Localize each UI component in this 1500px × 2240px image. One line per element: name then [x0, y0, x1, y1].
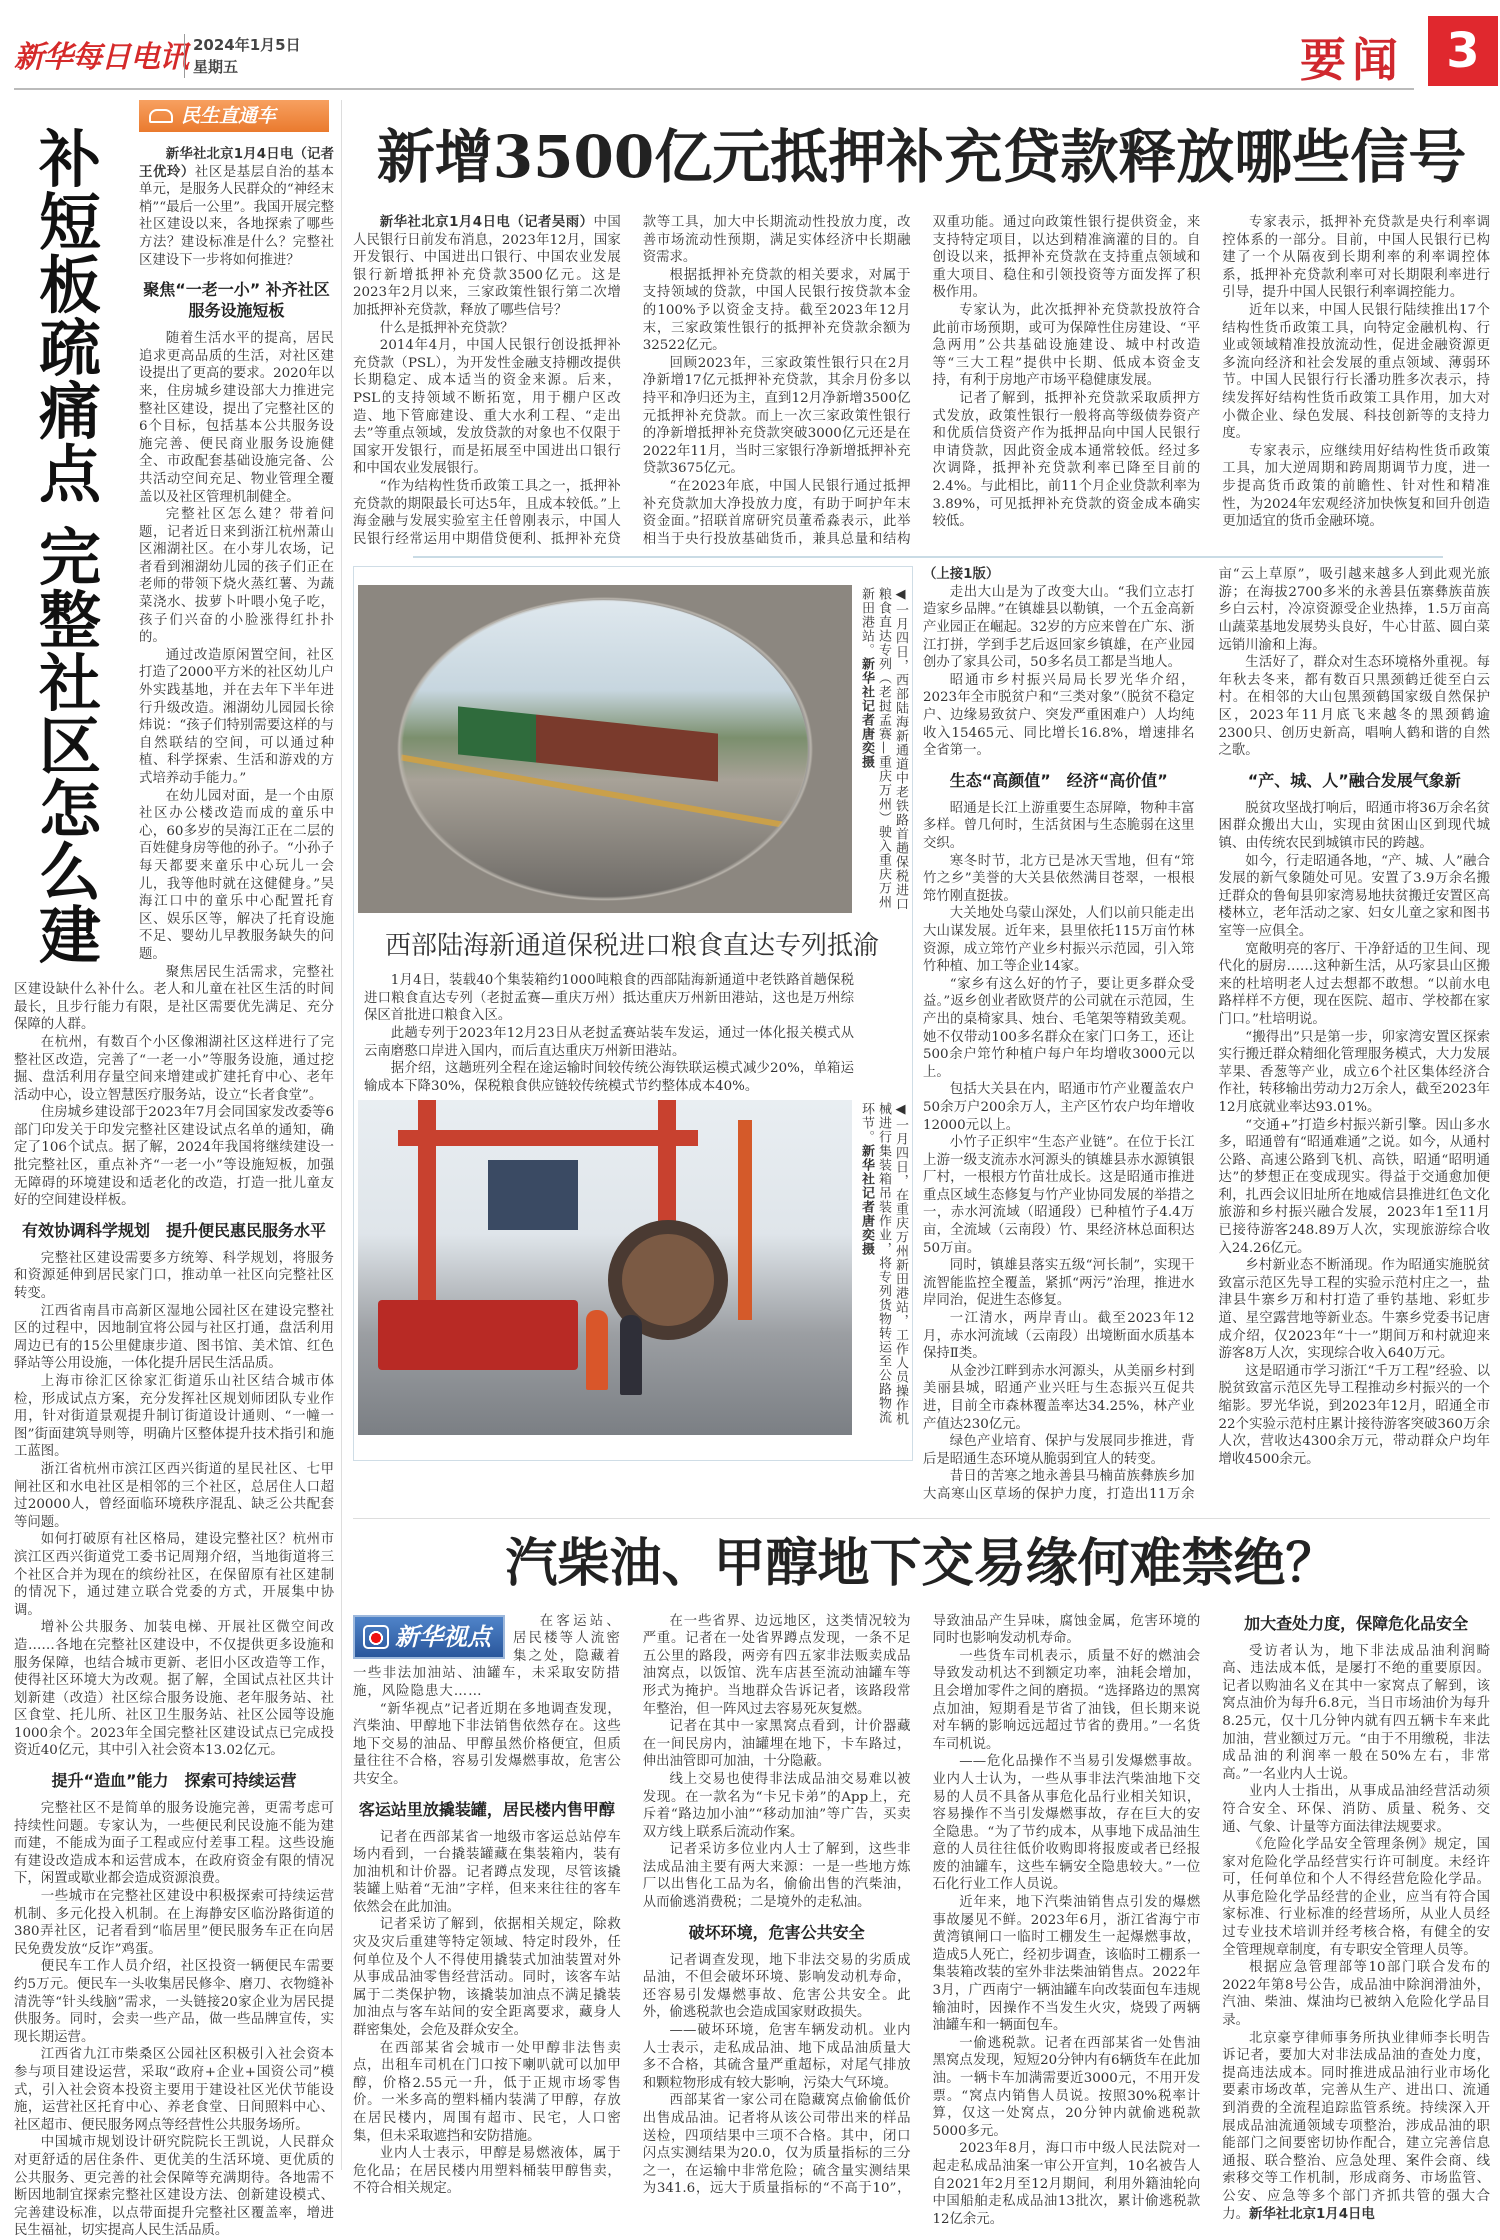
paragraph-text: “家乡有这么好的竹子，要让更多群众受益。”返乡创业者欧贤芹的公司就在示范园，生产出的桌椅家具、烛台、毛笔架等精致美观。她不仅带动100多名群众在家门口务工，还让500余户筇竹种植户每户年均增收3000元以上。 [923, 976, 1195, 1080]
paragraph [1219, 941, 1491, 1029]
paragraph-text: 记者在其中一家黑窝点看到，计价器藏在一间民房内，油罐埋在地下，卡车路过，伸出油管即可加油，十分隐蔽。 [642, 1719, 911, 1770]
paragraph-text: 乡村新业态不断涌现。作为昭通实施脱贫致富示范区先导工程的实验示范村庄之一，盐津县牛寨乡万和村打造了垂钓基地、彩虹步道、星空露营地等新业态。牛寨乡党委书记唐成介绍，仅2023年“十一”期间万和村就迎来游客8万人次，实现综合收入640万元。 [1218, 1258, 1490, 1362]
paragraph [14, 1104, 334, 1210]
badge-label: 民生直通车 [181, 105, 277, 127]
subheading [1219, 770, 1491, 791]
column-divider [341, 100, 342, 2170]
paragraph [353, 320, 621, 338]
paragraph-text: 根据抵押补充贷款的相关要求，对属于支持领域的贷款，中国人民银行按贷款本金的100%予以资金支持。截至2023年12月末，三家政策性银行的抵押补充贷款余额为32522亿元。 [642, 267, 911, 354]
paragraph-text: 宽敞明亮的客厅、干净舒适的卫生间、现代化的厨房……这种新生活，从巧家县山区搬来的杜培明老人过去想都不敢想。“以前水电路样样不方便，现在医院、超市、学校都在家门口。”杜培明说。 [1218, 941, 1490, 1027]
paragraph-text: 浙江省杭州市滨江区西兴街道的星民社区、七甲闸社区和水电社区是相邻的三个社区，总居住人口超过20000人，曾经面临环境秩序混乱、缺乏公共配套等问题。 [14, 1461, 334, 1530]
paragraph-text: 业内人士表示，甲醇是易燃液体，属于危化品；在居民楼内用塑料桶装甲醇售卖，不符合相关规定。 [353, 2146, 621, 2197]
paragraph [643, 1718, 911, 1771]
photo-credit-2: 新华社记者唐奕摄 [859, 1144, 874, 1257]
paragraph [923, 1433, 1195, 1468]
paragraph [923, 976, 1195, 1082]
photo-feature-title: 西部陆海新通道保税进口粮食直达专列抵渝 [384, 931, 879, 962]
paragraph-text: 记者采访多位业内人士了解到，这些非法成品油主要有两大来源：一是一些地方炼厂以出售化工品为名，偷偷出售的汽柴油，从而偷逃消费税；二是境外的走私油。 [642, 1842, 911, 1911]
main-story-body [353, 214, 1490, 548]
paragraph [643, 1771, 911, 1841]
paragraph-text: 绿色产业培育、保护与发展同步推进，背后是昭通生态环境从脆弱到宜人的转变。 [923, 1434, 1195, 1467]
paragraph-text: 通过改造原闲置空间，社区打造了2000平方米的社区幼儿户外实践基地，并在去年下半年进行升级改造。湘湖幼儿园园长徐炜说：“孩子们特别需要这样的与自然联结的空间，可以通过种植、科学探索、生活和游戏的方式培养动手能力。” [139, 647, 334, 786]
paragraph-text: 上海市徐汇区徐家汇街道乐山社区结合城市体检，形成试点方案，充分发挥社区规划师团队专业作用，针对街道景观提升制订街道设计通则、“一幢一图”街面建筑导则等，明确片区整体提升技术指引和施工蓝图。 [14, 1374, 334, 1460]
paragraph-text: 聚焦居民生活需求，完整社区建设缺什么补什么。老人和儿童在社区生活的时间最长，且步行能力有限，是社区需要优先满足、充分保障的人群。 [14, 964, 334, 1033]
paragraph-text: 走出大山是为了改变大山。“我们立志打造家乡品牌。”在镇雄县以勒镇，一个五金高新产业园正在崛起。32岁的方应来曾在广东、浙江打拼，学到手艺后返回家乡镇雄，在产业园创办了家具公司，50多名员工都是当地人。 [923, 584, 1195, 671]
paragraph [14, 1034, 334, 1104]
page-number: 3 [1428, 16, 1498, 86]
paragraph-text: “新华视点”记者近期在多地调查发现，汽柴油、甲醇地下非法销售依然存在。这些地下交易的油品、甲醇虽然价格便宜，但质量往往不合格，容易引发爆燃事故，危害公共安全。 [353, 1701, 621, 1787]
paragraph [923, 853, 1195, 906]
paragraph [1222, 302, 1490, 443]
paragraph [643, 267, 911, 355]
paragraph [1222, 1836, 1490, 1959]
paragraph-text: 提升“造血”能力 探索可持续运营 [51, 1771, 297, 1791]
dateline: 新华社北京1月4日电（记者吴雨） [379, 215, 594, 230]
subheading [353, 1799, 621, 1820]
paragraph-text: 江西省南昌市高新区湿地公园社区在建设完整社区的过程中，因地制宜将公园与社区打通，盘活利用周边已有的15公里健康步道、图书馆、美术馆、红色驿站等公用设施，一体化提升居民生活品质。 [14, 1303, 334, 1372]
paragraph-text: 记者了解到，抵押补充贷款采取质押方式发放，政策性银行一般将高等级债券资产和优质信贷资产作为抵押品向中国人民银行申请贷款，因此资金成本通常较低。经过多次调降，抵押补充贷款利率已降至目前的2.4%。与此相比，前11个月企业贷款利率为3.89%，可见抵押补充贷款的资金成本确实较低。 [932, 390, 1201, 530]
paragraph-text: 昭通是长江上游重要生态屏障，物种丰富多样。曾几何时，生活贫困与生态脆弱在这里交织。 [923, 800, 1195, 851]
left-title-line2: 完整社区怎么建 [38, 521, 101, 972]
photo-feature [353, 566, 913, 1461]
paragraph [1222, 443, 1490, 531]
paragraph [923, 584, 1195, 672]
car-icon [149, 109, 173, 123]
paragraph-text: 同时，镇雄县落实五级“河长制”，实现干流智能监控全覆盖，紧抓“两污”治理，推进水岸同治，促进生态修复。 [923, 1258, 1195, 1309]
paragraph [353, 2040, 621, 2146]
paragraph [14, 2134, 334, 2240]
paragraph-text: 一些货车司机表示，质量不好的燃油会导致发动机达不到额定功率，油耗会增加，且会增加零件之间的磨损。“选择路边的黑窝点加油，短期看是节省了油钱，但长期来说对车辆的影响远远超过节省的费用。”一名货车司机说。 [932, 1648, 1201, 1752]
subheading [14, 1220, 334, 1241]
paragraph [14, 1373, 334, 1461]
paragraph-text: 客运站里放撬装罐，居民楼内售甲醇 [358, 1799, 615, 1819]
paragraph [14, 1958, 334, 2046]
section-name: 要闻 [1300, 33, 1404, 87]
issue-weekday: 星期五 [193, 58, 239, 76]
paragraph [923, 905, 1195, 975]
subheading [923, 770, 1195, 791]
paragraph [14, 1461, 334, 1531]
paragraph-text: 记者调查发现，地下非法交易的劣质成品油，不但会破坏环境、影响发动机寿命，还容易引发爆燃事故、危害公共安全。此外，偷逃税款也会造成国家财政损失。 [642, 1952, 911, 2021]
paragraph-text: 昭通市乡村振兴局局长罗光华介绍，2023年全市脱贫户和“三类对象”（脱贫不稳定户、边缘易致贫户、突发严重困难户）人均纯收入15465元、同比增长16.8%，增速排名全省第一。 [923, 672, 1195, 759]
paragraph-text: 增补公共服务、加装电梯、开展社区微空间改造……各地在完整社区建设中，不仅提供更多设施和服务保障，也结合城市更新、老旧小区改造等工作，使得社区环境大为改观。据了解，全国试点社区共计划新建（改造）社区综合服务设施、老年服务站、社区食堂、托儿所、社区卫生服务站、社区公园等设施1000余个。2023年全国完整社区建设试点已完成投资近40亿元，其中引入社会资本13.02亿元。 [14, 1620, 334, 1759]
paragraph-text: 如今，行走昭通各地，“产、城、人”融合发展的新气象随处可见。安置了3.9万余名搬迁群众的鲁甸县卯家湾易地扶贫搬迁安置区高楼林立，老年活动之家、妇女儿童之家和图书室等一应俱全。 [1218, 853, 1490, 939]
paragraph-text: 如何打破原有社区格局，建设完整社区？杭州市滨江区西兴街道党工委书记周翔介绍，当地街道将三个社区合并为现在的缤纷社区，在保留原有社区建制的情况下，通过建立联合党委的方式，开展集中协调。 [14, 1532, 334, 1618]
paragraph-text: 住房城乡建设部于2023年7月会同国家发改委等6部门印发关于印发完整社区建设试点名单的通知，确定了106个试点。据了解，2024年我国将继续建设一批完整社区，重点补齐“一老一小”等设施短板，加强无障碍的环境建设和适老化的改造，打造一批儿童友好的空间建设样板。 [14, 1105, 334, 1209]
paragraph-text: 根据应急管理部等10部门联合发布的2022年第8号公告，成品油中除润滑油外，汽油、柴油、煤油均已被纳入危险化学品目录。 [1222, 1960, 1490, 2029]
paragraph-text: 大关地处乌蒙山深处，人们以前只能走出大山谋发展。近年来，县里依托115万亩竹林资源，成立筇竹产业乡村振兴示范园，引入筇竹种植、加工等企业14家。 [923, 906, 1195, 975]
camera-icon [363, 1625, 389, 1649]
paragraph-text: 2014年4月，中国人民银行创设抵押补充贷款（PSL），为开发性金融支持棚改提供长期稳定、成本适当的资金来源。后来，PSL的支持领域不断拓宽，用于棚户区改造、地下管廊建设、重大水利工程、“走出去”等重点领域，发放贷款的对象也不仅限于国家开发银行，而是拓展至中国进出口银行和中国农业发展银行。 [353, 338, 621, 477]
paragraph [353, 1829, 621, 1917]
photo-text-paragraph: 1月4日，装载40个集装箱约1000吨粮食的西部陆海新通道中老铁路首趟保税进口粮食直达专列（老挝孟赛—重庆万州）抵达重庆万州新田港站，这也是万州综保区首批进口粮食入区。 [364, 973, 854, 1024]
paragraph [923, 800, 1195, 853]
paragraph [14, 2046, 334, 2134]
column-badge [139, 100, 329, 132]
paragraph-text: 加大查处力度，保障危化品安全 [1244, 1613, 1469, 1633]
paragraph-text: “交通+”打造乡村振兴新引擎。因山多水多，昭通曾有“昭通难通”之说。如今，从通村公路、高速公路到飞机、高铁，昭通“昭明通达”的梦想正在变成现实。得益于交通愈加便利，扎西会议旧址所在地威信县推进红色文化旅游和乡村振兴融合发展，2023年1至11月已接待游客248.89万人次，实现旅游综合收入24.26亿元。 [1218, 1117, 1490, 1256]
paragraph-text: 包括大关县在内，昭通市竹产业覆盖农户50余万户200余万人，主产区竹农户均年增收12000元以上。 [923, 1082, 1195, 1133]
section-rule [413, 556, 1443, 558]
paragraph [933, 390, 1201, 531]
paragraph-text: 中国城市规划设计研究院院长王凯说，人民群众对更舒适的居住条件、更优美的生活环境、更优质的公共服务、更完善的社会保障等充满期待。各地需不断因地制宜探索完整社区建设方法、创新建设模式、完善建设标准，以点带面提升完整社区覆盖率，增进民生福祉，切实提高人民生活品质。 [14, 2135, 334, 2239]
paragraph [643, 1841, 911, 1911]
paragraph [643, 1952, 911, 2022]
paragraph [933, 2140, 1201, 2228]
paragraph [1219, 1117, 1491, 1258]
paragraph-text: 随着生活水平的提高，居民追求更高品质的生活，对社区建设提出了更高的要求。2020年以来，住房城乡建设部大力推进完整社区建设，提出了完整社区的6个目标，包括基本公共服务设施完善、便民商业服务设施健全、市政配套基础设施完备、公共活动空间充足、物业管理全覆盖以及社区管理机制健全。 [139, 331, 334, 505]
subheading [1222, 1613, 1490, 1634]
continued-story [923, 566, 1490, 1503]
paragraph [933, 302, 1201, 390]
paragraph [1222, 1783, 1490, 1836]
photo-credit-1: 新华社记者唐奕摄 [859, 657, 874, 770]
paragraph [1219, 1029, 1491, 1117]
paragraph [933, 1648, 1201, 1754]
paragraph [1219, 853, 1491, 941]
photo-feature-text [364, 972, 854, 1095]
paragraph-text: 2023年8月，海口市中级人民法院对一起走私成品油案一审公开宣判，10名被告人自2021年2月至12月期间，利用外籍油轮向中国船舶走私成品油13批次，累计偷逃税款12亿余元。 [932, 2141, 1201, 2227]
paragraph-text: “搬得出”只是第一步，卯家湾安置区探索实行搬迁群众精细化管理服务模式，大力发展苹果、香葱等产业，成立6个社区集体经济合作社，转移输出劳动力2万余人，截至2023年12月底就业率达93.01%。 [1218, 1029, 1490, 1115]
paragraph-text: 记者在西部某省一地级市客运总站停车场内看到，一台撬装罐藏在集装箱内，装有加油机和计价器。记者蹲点发现，尽管该撬装罐上贴着“无油”字样，但来来往往的客车依然会在此加油。 [353, 1829, 621, 1915]
left-story [14, 100, 334, 2240]
paragraph-text: 线上交易也使得非法成品油交易难以被发现。在一款名为“卡兄卡弟”的App上，充斥着“路边加小油”“移动加油”等广告，买卖双方线上联系后流动作案。 [642, 1771, 911, 1840]
paragraph [1219, 1363, 1491, 1469]
paragraph-text: 在西部某省会城市一处甲醇非法售卖点，出租车司机在门口按下喇叭就可以加甲醇，价格2.55元一升，低于正规市场零售价。一米多高的塑料桶内装满了甲醇，存放在居民楼内，周围有超市、民宅，人口密集，但未采取遮挡和安防措施。 [353, 2040, 621, 2144]
photo-caption-1: ◀一月四日，西部陆海新通道中老铁路首趟保税进口粮食直达专列（老挝孟赛—重庆万州）驶入重庆万州新田港站。新华社记者唐奕摄 [859, 587, 908, 912]
paragraph [933, 1894, 1201, 2035]
paragraph-text: 西部某省一家公司在隐藏窝点偷偷低价出售成品油。记者将从该公司带出来的样品送检，四项结果中三项不合格。其中，闭口闪点实测结果为20.0，仅为质量指标的三分之一，在运输中非常危险；硫含量实测结果为341.6，远大于质量指标的“不高于10”，导致油品产生异味，腐蚀金属，危害环境的同时也影响发动机寿命。 [642, 1613, 1201, 2197]
header-rule [14, 88, 1414, 90]
paragraph [933, 1753, 1201, 1894]
paragraph-text: 回顾2023年，三家政策性银行只在2月净新增17亿元抵押补充贷款，其余月份多以持平和净归还为主，直到12月净新增3500亿元抵押补充贷款。而上一次三家政策性银行的净新增抵押补充贷款突破3000亿元还是在2022年11月，当时三家银行净新增抵押补充贷款3675亿元。 [642, 355, 911, 477]
paragraph [353, 337, 621, 478]
paragraph [923, 1310, 1195, 1363]
paragraph [1222, 1643, 1490, 1784]
paragraph-text: 江西省九江市柴桑区公园社区积极引入社会资本参与项目建设运营，采取“政府+企业+国资公司”模式，引入社会资本投资主要用于建设社区光伏节能设施，运营社区托育中心、养老食堂、日间照料中心、社区超市、便民服务网点等经营性公共服务场所。 [14, 2047, 334, 2133]
paragraph-text: 这是昭通市学习浙江“千万工程”经验、以脱贫致富示范区先导工程推动乡村振兴的一个缩影。罗光华说，到2023年12月，昭通全市22个实验示范村庄累计接待游客突破360万余人次，营收达4300余万元，带动群众户均年增收4500余元。 [1218, 1363, 1490, 1467]
paragraph-text: 《危险化学品安全管理条例》规定，国家对危险化学品经营实行许可制度。未经许可，任何单位和个人不得经营危险化学品。从事危险化学品经营的企业，应当有符合国家标准、行业标准的经营场所，从业人员经过专业技术培训并经考核合格，有健全的安全管理规章制度，有专职安全管理人员等。 [1222, 1837, 1490, 1958]
left-title-line1: 补短板疏痛点 [38, 123, 101, 511]
paragraph [1219, 800, 1491, 853]
paragraph-text: 什么是抵押补充贷款？ [379, 320, 514, 336]
photo-caption-2: ◀一月四日，在重庆万州新田港站，工作人员操作机械进行集装箱吊装作业，将专列货物转运至公路物流环节。新华社记者唐奕摄 [859, 1102, 908, 1427]
paragraph [14, 1303, 334, 1373]
paragraph [923, 672, 1195, 760]
paragraph-text: “产、城、人”融合发展气象新 [1247, 770, 1461, 790]
paragraph [353, 2145, 621, 2198]
paragraph [14, 1800, 334, 1888]
paragraph [1219, 654, 1491, 760]
paragraph [14, 1619, 334, 1760]
paragraph-text: 一江清水，两岸青山。截至2023年12月，赤水河流域（云南段）出境断面水质基本保持Ⅱ类。 [923, 1311, 1195, 1362]
subheading [14, 1770, 334, 1791]
paragraph [923, 1257, 1195, 1310]
dateline: 新华社北京1月4日电（记者王优玲） [139, 147, 334, 180]
paragraph [14, 1531, 334, 1619]
masthead-logo: 新华每日电讯 [14, 40, 188, 75]
paragraph-text: 社区是基层自治的基本单元，是服务人民群众的“神经末梢”“最后一公里”。我国开展完整社区建设以来，各地探索了哪些方法？建设标准是什么？完整社区建设下一步将如何推进？ [139, 164, 335, 268]
date-block [184, 34, 301, 78]
paragraph-text: 便民车工作人员介绍，社区投资一辆便民车需要约5万元。便民车一头收集居民修伞、磨刀、衣物缝补清洗等“针头线脑”需求，一头链接20家企业为居民提供服务。同时，会卖一些产品，做一些品牌宣传，实现长期运营。 [14, 1959, 334, 2045]
paragraph-text: 近年来，地下汽柴油销售点引发的爆燃事故屡见不鲜。2023年6月，浙江省海宁市黄湾镇闸口一临时工棚发生一起爆燃事故，造成5人死亡，经初步调查，该临时工棚系一集装箱改装的室外非法柴油销售点。2022年3月，广西南宁一辆油罐车向改装面包车违规输油时，因操作不当发生火灾，烧毁了两辆油罐车和一辆面包车。 [932, 1895, 1201, 2034]
right-area [353, 100, 1490, 2228]
paragraph [923, 1081, 1195, 1134]
paragraph-text: 北京豪亨律师事务所执业律师李长明告诉记者，要加大对非法成品油的查处力度，提高违法成本。同时推进成品油行业市场化要素市场改革，完善从生产、进出口、流通到消费的全流程追踪监管系统。持续深入开展成品油流通领域专项整治，涉成品油的职能部门之间要密切协作配合，建立完善信息通报、联合整治、应急处理、案件会商、线索移交等工作机制，形成商务、市场监管、公安、应急等多个部门齐抓共管的强大合力。 [1222, 2030, 1490, 2222]
middle-row [353, 566, 1490, 1503]
paragraph-text: 聚焦“一老一小” 补齐社区服务设施短板 [143, 280, 330, 321]
paragraph-text: 专家表示，抵押补充贷款是央行利率调控体系的一部分。目前，中国人民银行已构建了一个从隔夜到长期利率的利率调控体系，抵押补充贷款利率可对长期限利率进行引导，提升中国人民银行利率调控能力。 [1222, 215, 1490, 301]
paragraph-text: 生态“高颜值” 经济“高价值” [949, 770, 1168, 790]
paragraph [1222, 1959, 1490, 2029]
paragraph-text: ——危化品操作不当易引发爆燃事故。业内人士认为，一些从事非法汽柴油地下交易的人员不具备从事危化品行业相关知识，容易操作不当引发爆燃事故，存在巨大的安全隐患。“为了节约成本，从事地下成品油生意的人员往往低价收购即将报废或者已经报废的油罐车，这些车辆安全隐患较大。”一位石化行业工作人员说。 [932, 1754, 1201, 1893]
paragraph [643, 355, 911, 478]
paragraph-text: 完整社区建设需要多方统筹、科学规划，将服务和资源延伸到居民家门口，推动单一社区向完整社区转变。 [14, 1250, 334, 1302]
paragraph-text: 在一些省界、边远地区，这类情况较为严重。记者在一处省界蹲点发现，一条不足五公里的路段，两旁有四五家非法贩卖成品油窝点，以饭馆、洗车店甚至流动油罐车等形式为掩护。当地群众告诉记者，该路段常年整治，但一阵风过去容易死灰复燃。 [642, 1613, 911, 1717]
photo-text-paragraph: 据介绍，这趟班列全程在途运输时间较传统公海铁联运模式减少20%，单箱运输成本下降30%，保税粮食供应链较传统模式节约整体成本40%。 [364, 1061, 854, 1094]
paragraph-text: 生活好了，群众对生态环境格外重视。每年秋去冬来，都有数百只黑颈鹤迁徙至白云村。在相邻的大山包黑颈鹤国家级自然保护区，2023年11月底飞来越冬的黑颈鹤逾2300只、创历史新高，唱响人鹤和谐的自然之歌。 [1218, 655, 1490, 759]
paragraph [643, 2022, 911, 2092]
subheading [643, 1922, 911, 1943]
dateline-end: 新华社北京1月4日电 [1249, 2206, 1375, 2222]
paragraph [1222, 214, 1490, 302]
paragraph-text: 脱贫攻坚战打响后，昭通市将36万余名贫困群众搬出大山，实现由贫困山区到现代城镇、由传统农民到城镇市民的跨越。 [1218, 800, 1490, 851]
bottom-story-body [353, 1613, 1490, 2229]
paragraph-text: 近年以来，中国人民银行陆续推出17个结构性货币政策工具，向特定金融机构、行业或领域精准投放流动性，促进金融资源更多流向经济和社会发展的重点领域、薄弱环节。中国人民银行行长潘功胜多次表示，持续发挥好结构性货币政策工具作用，加大对小微企业、绿色发展、科技创新等的支持力度。 [1222, 302, 1490, 442]
paragraph-text: 专家表示，应继续用好结构性货币政策工具，加大逆周期和跨周期调节力度，进一步提高货币政策的前瞻性、针对性和精准性，为2024年宏观经济加快恢复和回升创造更加适宜的货币金融环境。 [1222, 443, 1490, 530]
jump-label: （上接1版） [923, 567, 1000, 583]
photo-text-paragraph: 此趟专列于2023年12月23日从老挝孟赛站装车发运，通过一体化报关模式从云南磨憨口岸进入国内，而后直达重庆万州新田港站。 [364, 1026, 854, 1059]
bottom-headline: 汽柴油、甲醇地下交易缘何难禁绝？ [505, 1532, 1338, 1594]
issue-date: 2024年1月5日 [193, 36, 301, 54]
paragraph [14, 1250, 334, 1303]
paragraph-text: ——破坏环境，危害车辆发动机。业内人士表示，走私成品油、地下成品油质量大多不合格，其硫含量严重超标，对尾气排放和颗粒物形成有较大影响，污染大气环境。 [642, 2023, 911, 2091]
paragraph-text: 在幼儿园对面，是一个由原社区办公楼改造而成的童乐中心，60多岁的吴海江正在二层的百姓健身房等他的孙子。“小孙子每天都要来童乐中心玩儿一会儿，我等他时就在这健健身。”吴海江口中的童乐中心配置托育区、娱乐区等，解决了托育设施不足、婴幼儿早教服务缺失的问题。 [139, 788, 334, 962]
paragraph [923, 1134, 1195, 1257]
paragraph-text: “在2023年底，中国人民银行通过抵押补充贷款加大净投放力度，有助于呵护年末资金面。”招联首席研究员董希淼表示，此举相当于央行投放基础货币，兼具总量和结构双重功能。通过向政策性银行提供资金，来支持特定项目，以达到精准滴灌的目的。自创设以来，抵押补充贷款在支持重点领域和重大项目、稳住和引领投资等方面发挥了积极作用。 [642, 215, 1201, 547]
paragraph-text: 完整社区不是简单的服务设施完善，更需考虑可持续性问题。专家认为，一些便民利民设施不能为建而建，不能成为面子工程或应付差事工程。这些设施有建设改造成本和运营成本，在政府资金有限的情况下，闲置或歇业都会造成资源浪费。 [14, 1801, 334, 1887]
paragraph-text: 昔日的苦寒之地永善县马楠苗族彝族乡加大高寒山区草场的保护力度，打造出11万余亩“云上草原”，吸引越来越多人到此观光旅游；在海拔2700多米的永善县伍寨彝族苗族乡白云村，冷凉资源受企业热捧，1.5万亩高山蔬菜基地发展势头良好，牛心甘蓝、圆白菜远销川渝和上海。 [923, 567, 1490, 1502]
paragraph-text: 一些城市在完整社区建设中积极探索可持续运营机制、多元化投入机制。在上海静安区临汾路街道的380弄社区，记者看到“临居里”便民服务车正在向居民免费发放“反诈”鸡蛋。 [14, 1889, 334, 1957]
paragraph-text: 有效协调科学规划 提升便民惠民服务水平 [21, 1220, 326, 1240]
paragraph-text: “作为结构性货币政策工具之一，抵押补充贷款的期限最长可达5年，且成本较低。”上海金融与发展实验室主任曾刚表示，中国人民银行经常运用中期借贷便利、抵押补充贷款等工具，加大中长期流动性投放力度，改善市场流动性预期，满足实体经济中长期融资需求。 [353, 215, 911, 547]
paragraph-text: 完整社区怎么建？带着问题，记者近日来到浙江杭州萧山区湘湖社区。在小芽儿农场，记者看到湘湖幼儿园的孩子们正在老师的带领下烧火蒸红薯、为蔬菜浇水、拔萝卜叶喂小兔子吃，孩子们兴奋的小脸涨得红扑扑的。 [139, 507, 334, 646]
bottom-intro: 在客运站、居民楼等人流密集之处，隐藏着一些非法加油站、油罐车，未采取安防措施，风险隐患大…… [353, 1613, 621, 1699]
paragraph-text: 一偷逃税款。记者在西部某省一处售油黑窝点发现，短短20分钟内有6辆货车在此加油。一辆卡车加满需要近3000元，不用开发票。“窝点内销售人员说。按照30%税率计算，仅这一处窝点，20分钟内就偷逃税款5000多元。 [932, 2035, 1201, 2139]
paragraph-text: 从金沙江畔到赤水河源头，从美丽乡村到美丽县城，昭通产业兴旺与生态振兴互促共进，目前全市森林覆盖率达34.25%，林产业产值达230亿元。 [923, 1363, 1195, 1432]
paragraph [14, 1888, 334, 1958]
paragraph [353, 214, 621, 320]
paragraph [1222, 2030, 1490, 2224]
paragraph-text: 在杭州，有数百个小区像湘湖社区这样进行了完整社区改造，完善了“一老一小”等服务设施，通过挖掘、盘活利用存量空间来增建或扩建托育中心、老年活动中心，设立智慧医疗服务站，设立“长者食堂”。 [14, 1034, 334, 1103]
paragraph [923, 1363, 1195, 1433]
paragraph [933, 2035, 1201, 2141]
paragraph-text: 专家认为，此次抵押补充贷款投放符合此前市场预期，或可为保障性住房建设、“平急两用”公共基础设施建设、城中村改造等“三大工程”提供中长期、低成本资金支持，有利于房地产市场平稳健康发展。 [932, 302, 1201, 389]
paragraph [353, 1701, 621, 1789]
paragraph-text: 受访者认为，地下非法成品油利润畸高、违法成本低，是屡打不绝的重要原因。记者以购油名义在其中一家窝点了解到，该窝点油价为每升6.8元，当日市场油价为每升8.25元，仅十几分钟内就有四五辆卡车来此加油，营业额过万元。“由于不用缴税，非法成品油的利润率一般在50%左右，非常高。”一名业内人士说。 [1222, 1643, 1490, 1782]
paragraph-text: 中国人民银行日前发布消息，2023年12月，国家开发银行、中国进出口银行、中国农业发展银行新增抵押补充贷款3500亿元。这是2023年2月以来，三家政策性银行第二次增加抵押补充贷款，释放了哪些信号？ [353, 215, 621, 318]
paragraph-text: 寒冬时节，北方已是冰天雪地，但有“筇竹之乡”美誉的大关县依然满目苍翠，一根根筇竹刚直挺拔。 [923, 853, 1195, 904]
photo-freight-train [358, 585, 852, 913]
paragraph [643, 1613, 911, 1719]
paragraph [353, 1916, 621, 2039]
paragraph-text: 业内人士指出，从事成品油经营活动须符合安全、环保、消防、质量、税务、交通、气象、计量等方面法律法规要求。 [1222, 1784, 1490, 1835]
paragraph [1219, 1257, 1491, 1363]
paragraph-text: 小竹子正织牢“生态产业链”。在位于长江上游一级支流赤水河源头的镇雄县赤水源镇银厂村，一根根方竹苗壮成长。这是昭通市推进重点区域生态修复与竹产业协同发展的举措之一，赤水河流域（昭通段）已种植竹子4.4万亩，全流域（云南段）竹、果经济林总面积达50万亩。 [923, 1135, 1195, 1256]
paragraph-text: 记者采访了解到，依据相关规定，除救灾及灾后重建等特定领域、特定时段外，任何单位及个人不得使用撬装式加油装置对外从事成品油零售经营活动。同时，该客车站属于二类保护物，该撬装加油点不满足撬装加油点与客车站间的安全距离要求，藏身人群密集处，会危及群众安全。 [353, 1917, 621, 2039]
xinhua-viewpoint-logo: 新华视点 [353, 1615, 505, 1659]
main-headline: 新增3500亿元抵押补充贷款释放哪些信号 [376, 123, 1467, 191]
paragraph-text: 破坏环境，危害公共安全 [688, 1922, 865, 1942]
photo-container-crane [358, 1100, 852, 1435]
